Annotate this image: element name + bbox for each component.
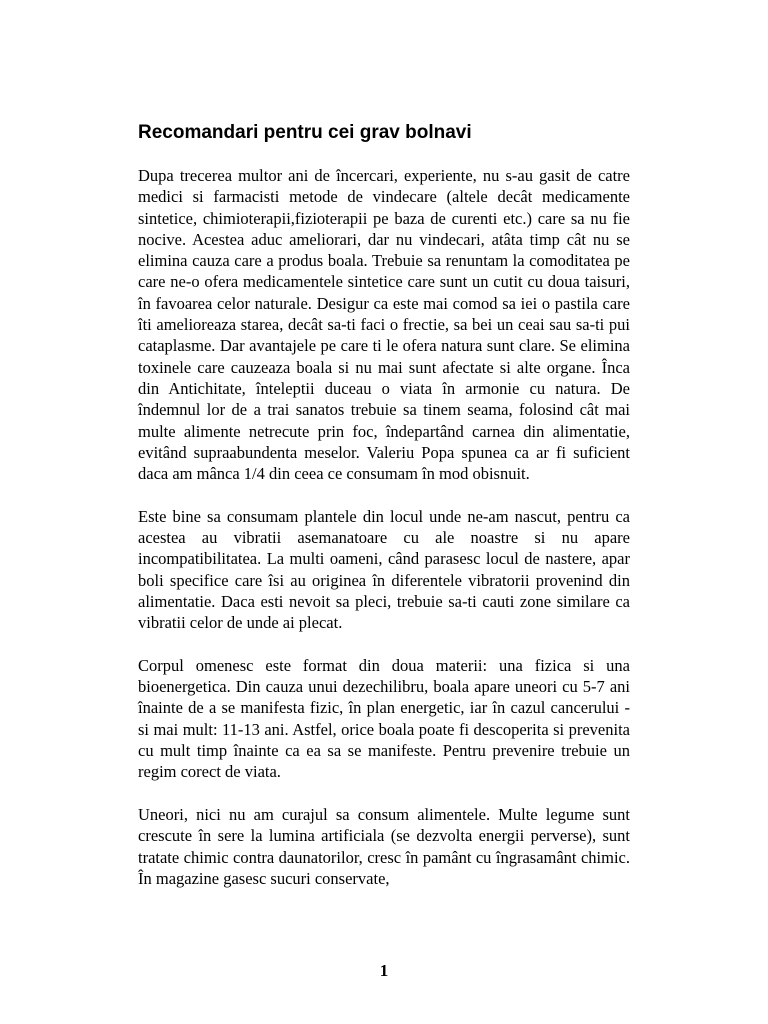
paragraph-3: Corpul omenesc este format din doua materii: una fizica si una bioenergetica. Din cauza unui dezechilibru, boala apare uneori cu 5-7 ani înainte de a se manifesta fizic, în plan energetic, iar în cazul cancerului - si mai mult: 11-13 ani. Astfel, orice boala poate fi descoperita si prevenita cu mult timp înainte ca ea sa se manifeste. Pentru prevenire trebuie un regim corect de viata. xyxy=(138,655,630,782)
paragraph-1: Dupa trecerea multor ani de încercari, experiente, nu s-au gasit de catre medici si farmacisti metode de vindecare (altele decât medicamente sintetice, chimioterapii,fizioterapii pe baza de curenti etc.) care sa nu fie nocive. Acestea aduc ameliorari, dar nu vindecari, atâta timp cât nu se elimina cauza care a produs boala. Trebuie sa renuntam la comoditatea pe care ne-o ofera medicamentele sintetice care sunt un cutit cu doua taisuri, în favoarea celor naturale. Desigur ca este mai comod sa iei o pastila care îti amelioreaza starea, decât sa-ti faci o frectie, sa bei un ceai sau sa-ti pui cataplasme. Dar avantajele pe care ti le ofera natura sunt clare. Se elimina toxinele care cauzeaza boala si nu mai sunt afectate si alte organe. Înca din Antichitate, înteleptii duceau o viata în armonie cu natura. De îndemnul lor de a trai sanatos trebuie sa tinem seama, folosind cât mai multe alimente netrecute prin foc, îndepartând carnea din alimentatie, evitând supraabundenta meselor. Valeriu Popa spunea ca ar fi suficient daca am mânca 1/4 din ceea ce consumam în mod obisnuit. xyxy=(138,166,630,484)
paragraph-2: Este bine sa consumam plantele din locul unde ne-am nascut, pentru ca acestea au vibratii asemanatoare cu ale noastre si nu apare incompatibilitatea. La multi oameni, când parasesc locul de nastere, apar boli specifice care îsi au originea în diferentele vibratorii provenind din alimentatie. Daca esti nevoit sa pleci, trebuie sa-ti cauti zone similare ca vibratii celor de unde ai plecat. xyxy=(138,506,630,633)
paragraph-4: Uneori, nici nu am curajul sa consum alimentele. Multe legume sunt crescute în sere la lumina artificiala (se dezvolta energii perverse), sunt tratate chimic contra daunatorilor, cresc în pamânt cu îngrasamânt chimic. În magazine gasesc sucuri conservate, xyxy=(138,804,630,888)
document-title: Recomandari pentru cei grav bolnavi xyxy=(138,122,472,143)
page-number: 1 xyxy=(379,961,389,980)
document-body xyxy=(138,165,630,910)
